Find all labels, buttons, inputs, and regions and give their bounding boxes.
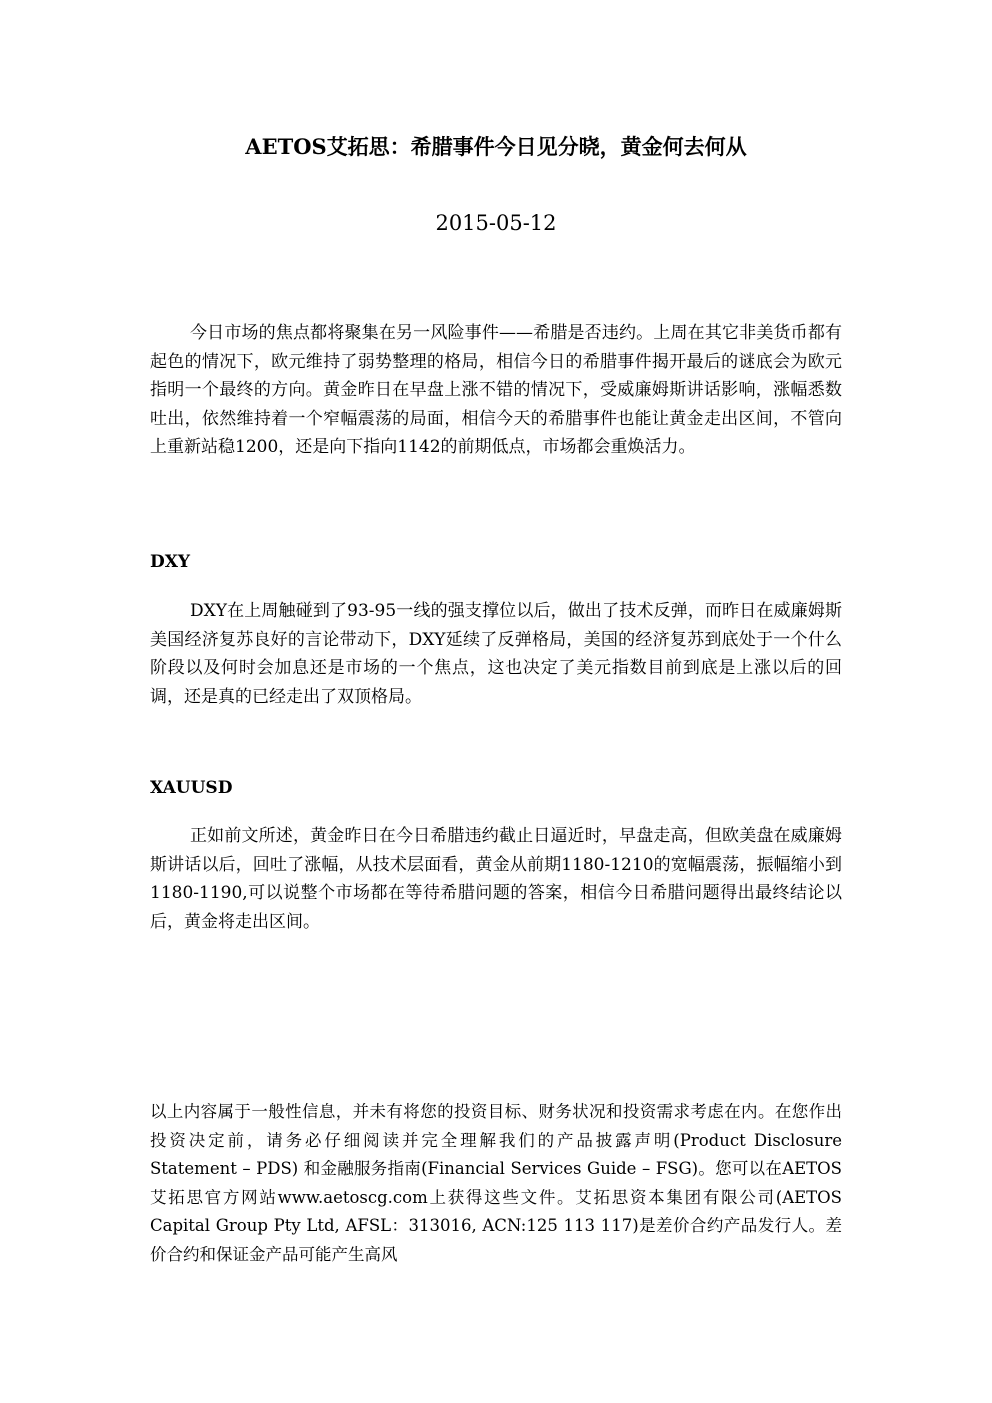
document-date: 2015-05-12 (435, 211, 557, 235)
section-body-dxy: DXY在上周触碰到了93-95一线的强支撑位以后，做出了技术反弹，而昨日在威廉姆斯美国经济复苏良好的言论带动下，DXY延续了反弹格局，美国的经济复苏到底处于一个什么阶段以及何时会加息还是市场的一个焦点，这也决定了美元指数目前到底是上涨以后的回调，还是真的已经走出了双顶格局。 (150, 601, 842, 707)
section-body-xauusd: 正如前文所述，黄金昨日在今日希腊违约截止日逼近时，早盘走高，但欧美盘在威廉姆斯讲话以后，回吐了涨幅，从技术层面看，黄金从前期1180-1210的宽幅震荡，振幅缩小到1180-1190,可以说整个市场都在等待希腊问题的答案，相信今日希腊问题得出最终结论以后，黄金将走出区间。 (150, 826, 842, 932)
document-title: AETOS艾拓思：希腊事件今日见分晓，黄金何去何从 (245, 134, 747, 159)
section-heading-dxy: DXY (150, 552, 191, 572)
section-heading-xauusd: XAUUSD (150, 778, 233, 798)
disclaimer-paragraph: 以上内容属于一般性信息，并未有将您的投资目标、财务状况和投资需求考虑在内。在您作出投资决定前，请务必仔细阅读并完全理解我们的产品披露声明(Product Disclosure Statement – PDS) 和金融服务指南(Financial Services Guide – FSG)。您可以在AETOS艾拓思官方网站www.aetoscg.com上获得这些文件。艾拓思资本集团有限公司(AETOS Capital Group Pty Ltd, AFSL：313016, ACN:125 113 117)是差价合约产品发行人。差价合约和保证金产品可能产生高风 (150, 1102, 842, 1264)
intro-paragraph: 今日市场的焦点都将聚集在另一风险事件——希腊是否违约。上周在其它非美货币都有起色的情况下，欧元维持了弱势整理的格局，相信今日的希腊事件揭开最后的谜底会为欧元指明一个最终的方向。黄金昨日在早盘上涨不错的情况下，受威廉姆斯讲话影响，涨幅悉数吐出，依然维持着一个窄幅震荡的局面，相信今天的希腊事件也能让黄金走出区间，不管向上重新站稳1200，还是向下指向1142的前期低点，市场都会重焕活力。 (150, 323, 842, 458)
